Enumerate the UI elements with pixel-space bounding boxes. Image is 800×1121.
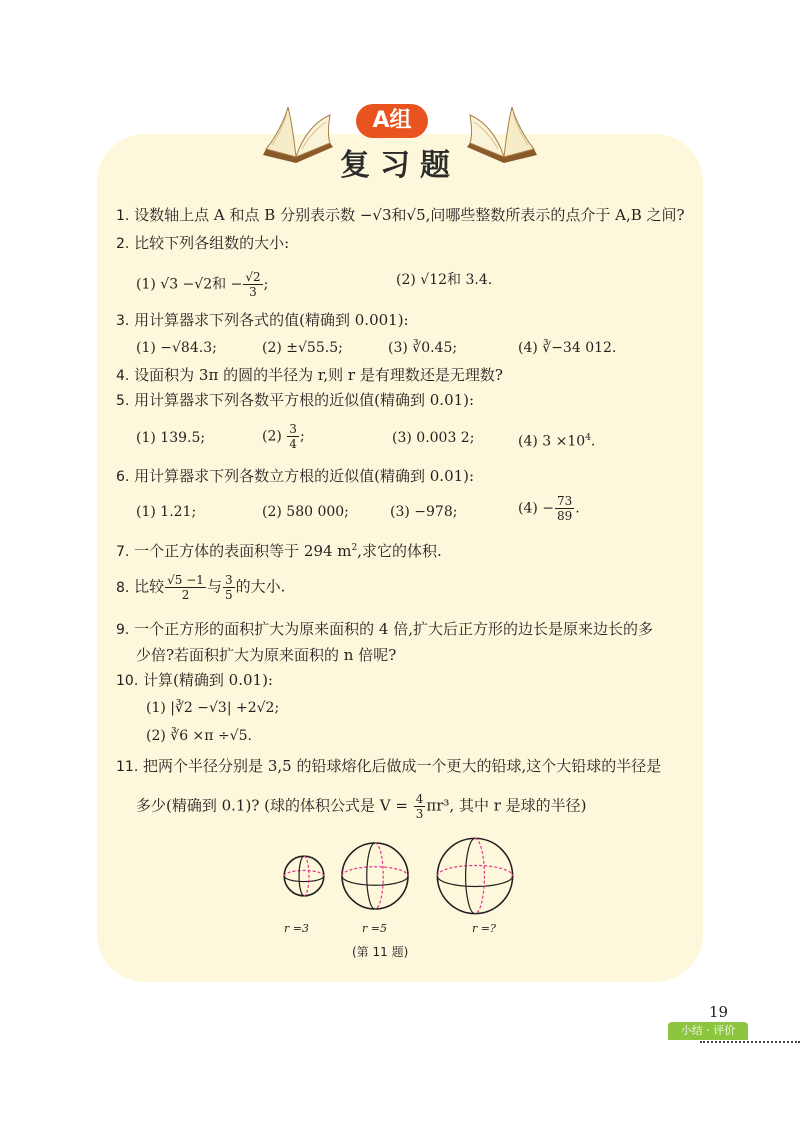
question-6-part-1: (1) 1.21; bbox=[136, 504, 197, 520]
question-1: 1. 设数轴上点 A 和点 B 分别表示数 −√3和√5,问哪些整数所表示的点介于 A,B 之间? bbox=[116, 206, 685, 224]
sphere-label-large: r =? bbox=[472, 922, 496, 935]
sphere-label-small: r =3 bbox=[284, 922, 309, 935]
question-6-part-4: (4) − $\frac{73}{89}$ . bbox=[518, 494, 580, 523]
question-2-part-2: (2) √12和 3.4. bbox=[396, 272, 493, 288]
figure-caption: (第 11 题) bbox=[352, 945, 409, 959]
question-1-text: 设数轴上点 A 和点 B 分别表示数 −√3和√5,问哪些整数所表示的点介于 A,B 之间? bbox=[134, 206, 685, 224]
question-6: 6. 用计算器求下列各数立方根的近似值(精确到 0.01): bbox=[116, 467, 475, 485]
page-number: 19 bbox=[709, 1003, 729, 1021]
question-7: 7. 一个正方体的表面积等于 294 $m^2$,求它的体积. bbox=[116, 542, 442, 560]
section-tag: 小结 · 评价 bbox=[668, 1022, 748, 1040]
question-11-line-2: 多少(精确到 0.1)? (球的体积公式是 V = $\frac{4}{3}$ πr³, 其中 r 是球的半径) bbox=[136, 792, 587, 821]
group-badge: A组 bbox=[356, 104, 428, 138]
question-10-part-1: (1) |∛2 −√3| +2√2; bbox=[146, 700, 280, 716]
sphere-label-medium: r =5 bbox=[362, 922, 387, 935]
question-6-part-2: (2) 580 000; bbox=[262, 504, 349, 520]
question-9: 9. 一个正方形的面积扩大为原来面积的 4 倍,扩大后正方形的边长是原来边长的多 bbox=[116, 620, 653, 638]
question-9-line-2: 少倍?若面积扩大为原来面积的 n 倍呢? bbox=[136, 646, 397, 664]
page-title: 复习题 bbox=[340, 148, 460, 183]
question-4: 4. 设面积为 3π 的圆的半径为 r,则 r 是有理数还是无理数? bbox=[116, 366, 503, 384]
open-book-left-icon bbox=[258, 105, 338, 167]
question-5-part-3: (3) 0.003 2; bbox=[392, 430, 475, 446]
question-3-part-2: (2) ±√55.5; bbox=[262, 340, 343, 356]
question-5-part-1: (1) 139.5; bbox=[136, 430, 206, 446]
spheres-figure bbox=[270, 828, 540, 928]
sphere-3 bbox=[437, 838, 512, 913]
question-5-part-4: (4) $3 \times 10^4$. bbox=[518, 433, 596, 450]
question-10: 10. 计算(精确到 0.01): bbox=[116, 671, 273, 689]
footer-dotted-rule bbox=[700, 1041, 800, 1043]
question-3: 3. 用计算器求下列各式的值(精确到 0.001): bbox=[116, 311, 409, 329]
question-10-part-2: (2) ∛6 ×π ÷√5. bbox=[146, 728, 252, 744]
question-2-part-1: (1) √3 −√2和 − $\frac{√2}{3}$ ; bbox=[136, 270, 269, 299]
question-3-part-3: (3) ∛0.45; bbox=[388, 340, 458, 356]
sphere-2 bbox=[342, 843, 408, 909]
question-8: 8. 比较 $\frac{√5 -1}{2}$ 与 $\frac{3}{5}$ 的大小. bbox=[116, 573, 286, 602]
question-11: 11. 把两个半径分别是 3,5 的铅球熔化后做成一个更大的铅球,这个大铅球的半径是 bbox=[116, 757, 662, 775]
question-3-part-4: (4) ∛−34 012. bbox=[518, 340, 617, 356]
question-5: 5. 用计算器求下列各数平方根的近似值(精确到 0.01): bbox=[116, 391, 475, 409]
question-6-part-3: (3) −978; bbox=[390, 504, 458, 520]
question-5-part-2: (2) $\frac{3}{4}$ ; bbox=[262, 422, 305, 451]
open-book-right-icon bbox=[462, 105, 542, 167]
sphere-1 bbox=[284, 856, 324, 896]
question-3-part-1: (1) −√84.3; bbox=[136, 340, 217, 356]
question-2: 2. 比较下列各组数的大小: bbox=[116, 234, 290, 252]
